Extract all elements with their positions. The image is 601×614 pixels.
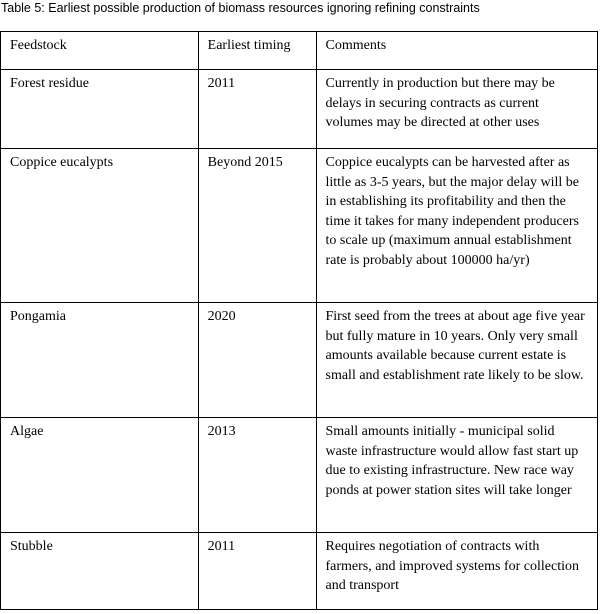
feedstock-cell: Stubble: [1, 533, 199, 610]
timing-cell: Beyond 2015: [198, 149, 316, 303]
comments-cell: Small amounts initially - municipal solid waste infrastructure would allow fast start up due to existing infrastructure. New race way ponds at power station sites will take longer: [316, 418, 598, 533]
table-header-row: [1, 32, 598, 70]
table-row: [1, 70, 598, 149]
table-row: [1, 533, 598, 610]
header-feedstock: Feedstock: [1, 32, 199, 70]
table-row: [1, 149, 598, 303]
header-comments: Comments: [316, 32, 598, 70]
feedstock-cell: Forest residue: [1, 70, 199, 149]
table-caption: Table 5: Earliest possible production of biomass resources ignoring refining constraints: [1, 1, 480, 15]
comments-cell: First seed from the trees at about age five year but fully mature in 10 years. Only very small amounts available because current estate is small and establishment rate likely to be slow.: [316, 303, 598, 418]
biomass-timing-table: [0, 31, 598, 610]
table-row: [1, 418, 598, 533]
comments-cell: Coppice eucalypts can be harvested after as little as 3-5 years, but the major delay will be in establishing its profitability and then the time it takes for many independent producers to scale up (maximum annual establishment rate is probably about 100000 ha/yr): [316, 149, 598, 303]
timing-cell: 2011: [198, 70, 316, 149]
timing-cell: 2020: [198, 303, 316, 418]
comments-cell: Requires negotiation of contracts with farmers, and improved systems for collection and transport: [316, 533, 598, 610]
table-row: [1, 303, 598, 418]
feedstock-cell: Coppice eucalypts: [1, 149, 199, 303]
feedstock-cell: Algae: [1, 418, 199, 533]
timing-cell: 2011: [198, 533, 316, 610]
timing-cell: 2013: [198, 418, 316, 533]
feedstock-cell: Pongamia: [1, 303, 199, 418]
comments-cell: Currently in production but there may be delays in securing contracts as current volumes may be directed at other uses: [316, 70, 598, 149]
header-earliest-timing: Earliest timing: [198, 32, 316, 70]
